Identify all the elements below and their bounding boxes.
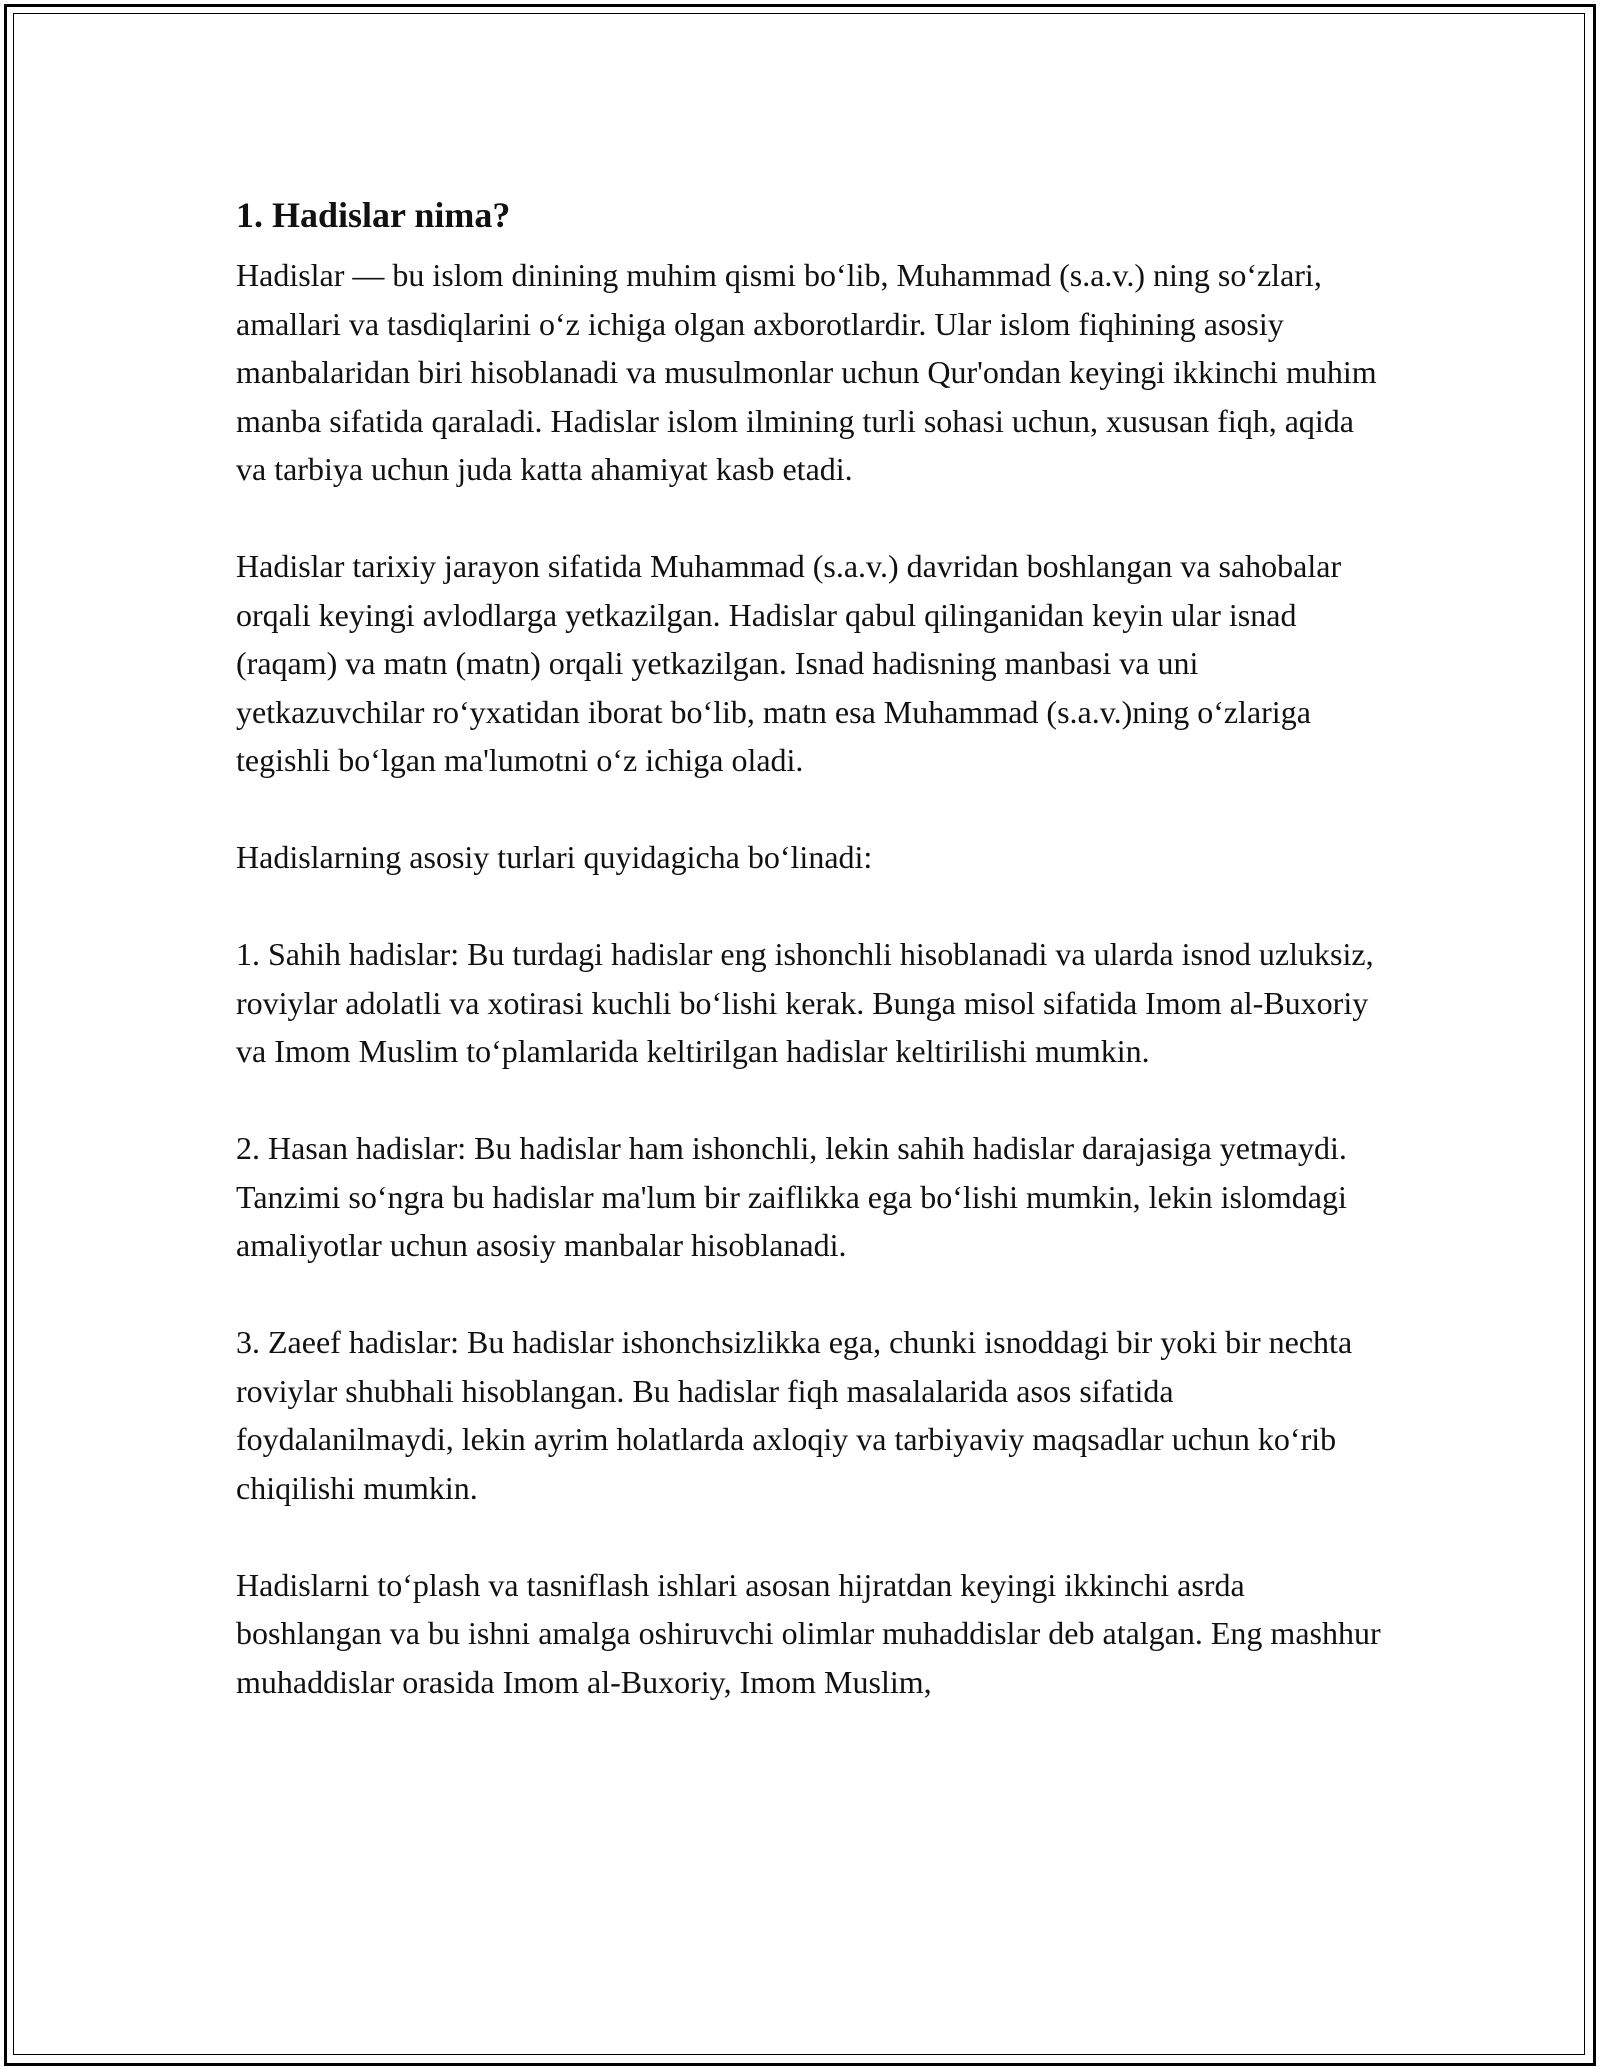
paragraph-sahih: 1. Sahih hadislar: Bu turdagi hadislar eng ishonchli hisoblanadi va ularda isnod uzluksiz, roviylar adolatli va xotirasi kuchli bo‘lishi kerak. Bunga misol sifatida Imom al-Buxoriy va Imom Muslim to‘plamlarida keltirilgan hadislar keltirilishi mumkin. (236, 936, 1374, 1069)
paragraph-intro: Hadislar — bu islom dinining muhim qismi bo‘lib, Muhammad (s.a.v.) ning so‘zlari, amallari va tasdiqlarini o‘z ichiga olgan axborotlardir. Ular islom fiqhining asosiy manbalaridan biri hisoblanadi va musulmonlar uchun Qur'ondan keyingi ikkinchi muhim manba sifatida qaraladi. Hadislar islom ilmining turli sohasi uchun, xususan fiqh, aqida va tarbiya uchun juda katta ahamiyat kasb etadi. (236, 257, 1377, 487)
paragraph-zaeef: 3. Zaeef hadislar: Bu hadislar ishonchsizlikka ega, chunki isnoddagi bir yoki bir nechta roviylar shubhali hisoblangan. Bu hadislar fiqh masalalarida asos sifatida foydalanilmaydi, lekin ayrim holatlarda axloqiy va tarbiyaviy maqsadlar uchun ko‘rib chiqilishi mumkin. (236, 1324, 1353, 1506)
document-body (236, 187, 1386, 1755)
paragraph-hasan: 2. Hasan hadislar: Bu hadislar ham ishonchli, lekin sahih hadislar darajasiga yetmaydi. Tanzimi so‘ngra bu hadislar ma'lum bir zaiflikka ega bo‘lishi mumkin, lekin islomdagi amaliyotlar uchun asosiy manbalar hisoblanadi. (236, 1130, 1347, 1263)
paragraph-collection: Hadislarni to‘plash va tasniflash ishlari asosan hijratdan keyingi ikkinchi asrda boshlangan va bu ishni amalga oshiruvchi olimlar muhaddislar deb atalgan. Eng mashhur muhaddislar orasida Imom al-Buxoriy, Imom Muslim, (236, 1566, 1381, 1700)
paragraph-history: Hadislar tarixiy jarayon sifatida Muhammad (s.a.v.) davridan boshlangan va sahobalar orqali keyingi avlodlarga yetkazilgan. Hadislar qabul qilinganidan keyin ular isnad (raqam) va matn (matn) orqali yetkazilgan. Isnad hadisning manbasi va uni yetkazuvchilar ro‘yxatidan iborat bo‘lib, matn esa Muhammad (s.a.v.)ning o‘zlariga tegishli bo‘lgan ma'lumotni o‘z ichiga oladi. (236, 548, 1342, 778)
paragraph-types-intro: Hadislarning asosiy turlari quyidagicha bo‘linadi: (236, 839, 873, 875)
section-heading: 1. Hadislar nima? (236, 195, 511, 235)
